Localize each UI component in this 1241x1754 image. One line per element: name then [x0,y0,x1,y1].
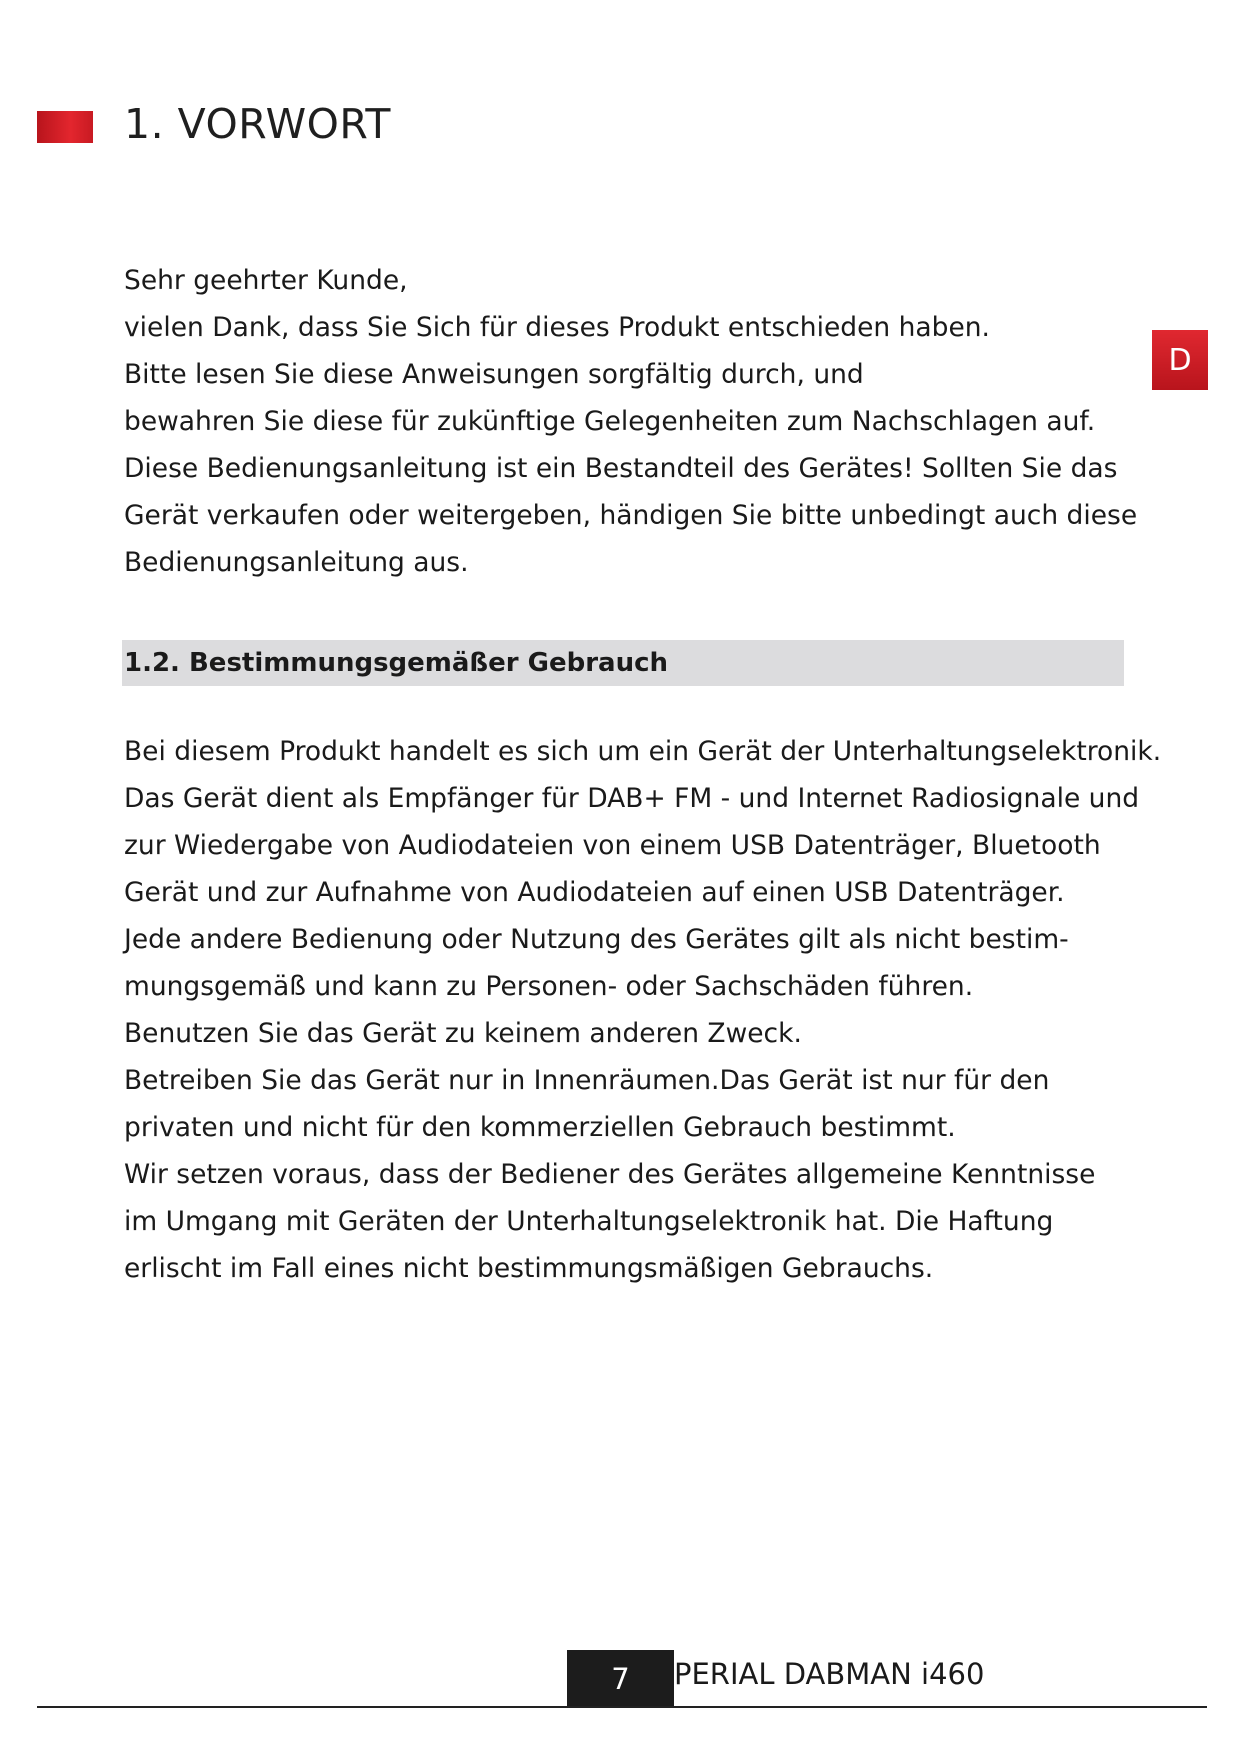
chapter-title: 1. VORWORT [124,100,391,148]
intro-paragraph [124,257,1138,586]
usage-line: Bei diesem Produkt handelt es sich um ein Gerät der Unterhaltungselektronik. [124,736,1162,767]
usage-line: mungsgemäß und kann zu Personen- oder Sachschäden führen. [124,971,974,1002]
language-tab: D [1152,330,1208,390]
intro-line: Diese Bedienungsanleitung ist ein Bestandteil des Gerätes! Sollten Sie das [124,453,1118,484]
intro-line: Bedienungsanleitung aus. [124,547,469,578]
section-title: 1.2. Bestimmungsgemäßer Gebrauch [124,648,669,678]
intro-line: vielen Dank, dass Sie Sich für dieses Produkt entschieden haben. [124,312,990,343]
product-name: PERIAL DABMAN i460 [674,1657,985,1691]
usage-line: Das Gerät dient als Empfänger für DAB+ FM - und Internet Radiosignale und [124,783,1140,814]
page-number: 7 [567,1650,674,1708]
usage-line: Wir setzen voraus, dass der Bediener des Gerätes allgemeine Kenntnisse [124,1159,1096,1190]
usage-line: im Umgang mit Geräten der Unterhaltungselektronik hat. Die Haftung [124,1206,1054,1237]
usage-line: Gerät und zur Aufnahme von Audiodateien auf einen USB Datenträger. [124,877,1065,908]
chapter-marker [37,111,93,143]
intro-line: Gerät verkaufen oder weitergeben, händigen Sie bitte unbedingt auch diese [124,500,1138,531]
intro-line: Bitte lesen Sie diese Anweisungen sorgfältig durch, und [124,359,864,390]
intro-line: Sehr geehrter Kunde, [124,265,408,296]
usage-line: erlischt im Fall eines nicht bestimmungsmäßigen Gebrauchs. [124,1253,934,1284]
usage-line: Benutzen Sie das Gerät zu keinem anderen Zweck. [124,1018,802,1049]
usage-line: zur Wiedergabe von Audiodateien von einem USB Datenträger, Bluetooth [124,830,1101,861]
intro-line: bewahren Sie diese für zukünftige Gelegenheiten zum Nachschlagen auf. [124,406,1096,437]
usage-paragraph [124,728,1162,1292]
usage-line: Jede andere Bedienung oder Nutzung des Gerätes gilt als nicht bestim- [124,924,1069,955]
usage-line: privaten und nicht für den kommerziellen Gebrauch bestimmt. [124,1112,956,1143]
footer-divider [37,1706,1207,1708]
usage-line: Betreiben Sie das Gerät nur in Innenräumen.Das Gerät ist nur für den [124,1065,1050,1096]
section-heading-bar [122,640,1124,686]
